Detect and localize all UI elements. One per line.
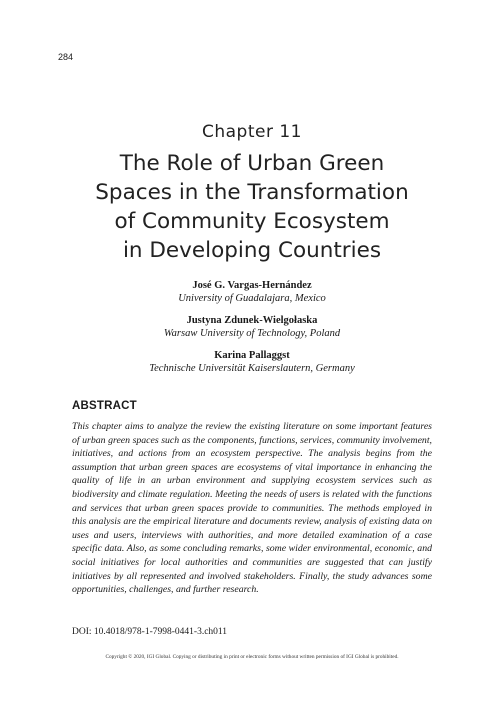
chapter-title-line: in Developing Countries	[122, 238, 382, 263]
author-name: José G. Vargas-Hernández	[192, 280, 312, 291]
doi-line: DOI: 10.4018/978-1-7998-0441-3.ch011	[72, 627, 228, 637]
copyright-notice: Copyright © 2020, IGI Global. Copying or distributing in print or electronic forms without written permission of IGI Global is prohibited.	[105, 654, 399, 660]
author-name: Justyna Zdunek-Wielgołaska	[186, 315, 318, 326]
abstract-text: This chapter aims to analyze the review the existing literature on some important features of urban green spaces such as the components, functions, services, community involvement, initiatives, and actions from an ecosystem perspective. The analysis begins from the assumption that urban green spaces are ecosystems of vital importance in enhancing the quality of life in an urban environment and supplying ecosystem services such as biodiversity and climate regulation. Meeting the needs of users is related with the functions and services that urban green spaces provide to communities. The methods employed in this analysis are the empirical literature and documents review, analysis of existing data on uses and users, interviews with authorities, and more detailed examination of a case specific data. Also, as some concluding remarks, some wider environmental, economic, and social initiatives for local authorities and communities are suggested that can justify initiatives by all represented and involved stakeholders. Finally, the study advances some opportunities, challenges, and further research.	[72, 421, 432, 596]
author-block	[0, 279, 504, 305]
author-block	[0, 314, 504, 340]
chapter-title-line: Spaces in the Transformation	[95, 180, 409, 205]
chapter-title-line: of Community Ecosystem	[114, 209, 390, 234]
author-affiliation: University of Guadalajara, Mexico	[178, 293, 326, 304]
author-affiliation: Warsaw University of Technology, Poland	[163, 328, 341, 339]
chapter-title	[40, 149, 464, 265]
author-list	[0, 279, 504, 384]
author-affiliation: Technische Universität Kaiserslautern, Germany	[149, 363, 355, 374]
author-block	[0, 349, 504, 375]
abstract-heading: ABSTRACT	[72, 400, 137, 412]
chapter-label: Chapter 11	[201, 122, 302, 142]
author-name: Karina Pallaggst	[214, 350, 290, 361]
chapter-title-line: The Role of Urban Green	[119, 151, 385, 176]
page-number: 284	[58, 52, 74, 62]
